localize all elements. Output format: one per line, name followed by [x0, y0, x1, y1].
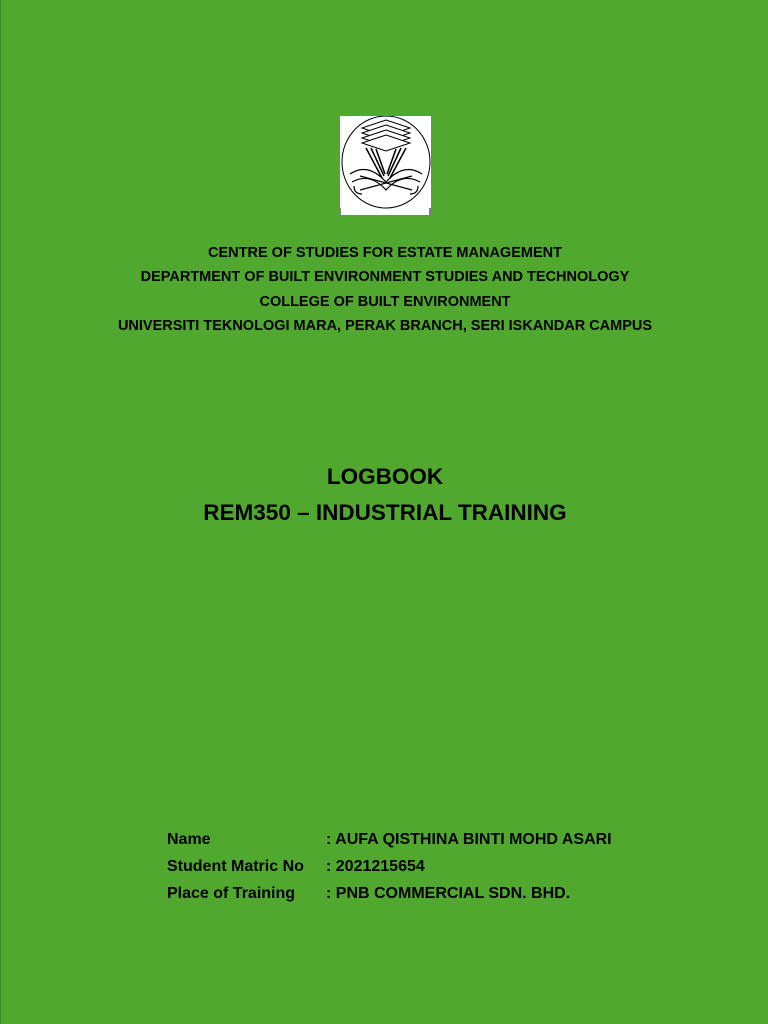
detail-label: Name	[167, 831, 211, 848]
detail-label: Place of Training	[167, 885, 296, 902]
detail-row-name	[167, 826, 612, 853]
detail-value: : 2021215654	[326, 858, 425, 875]
university-logo	[340, 116, 431, 215]
detail-label: Student Matric No	[167, 858, 304, 875]
title-course: REM350 – INDUSTRIAL TRAINING	[203, 500, 567, 525]
document-title	[1, 459, 768, 531]
student-details	[167, 826, 612, 907]
university-crest-icon	[340, 116, 431, 215]
detail-value: : PNB COMMERCIAL SDN. BHD.	[326, 885, 571, 902]
centre-name: CENTRE OF STUDIES FOR ESTATE MANAGEMENT	[208, 245, 562, 261]
detail-row-matric	[167, 853, 612, 880]
college-name: COLLEGE OF BUILT ENVIRONMENT	[259, 293, 511, 310]
title-logbook: LOGBOOK	[326, 464, 444, 489]
department-name: DEPARTMENT OF BUILT ENVIRONMENT STUDIES AND TECHNOLOGY	[140, 269, 630, 286]
detail-row-training	[167, 880, 612, 907]
institution-block	[1, 241, 768, 338]
university-name: UNIVERSITI TEKNOLOGI MARA, PERAK BRANCH, SERI ISKANDAR CAMPUS	[117, 317, 653, 334]
detail-value: : AUFA QISTHINA BINTI MOHD ASARI	[326, 831, 612, 848]
